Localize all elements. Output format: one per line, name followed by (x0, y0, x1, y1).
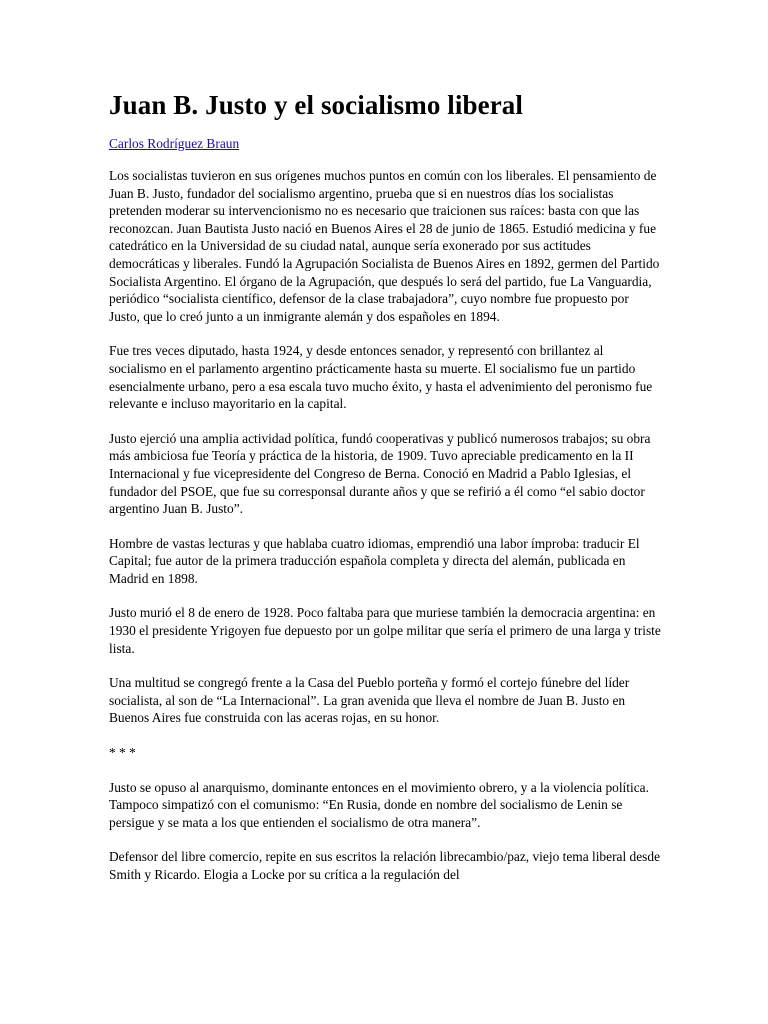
paragraph: Justo ejerció una amplia actividad política, fundó cooperativas y publicó numerosos trabajos; su obra más ambiciosa fue Teoría y práctica de la historia, de 1909. Tuvo apreciable predicamento en la II Internacional y fue vicepresidente del Congreso de Berna. Conoció en Madrid a Pablo Iglesias, el fundador del PSOE, que fue su corresponsal durante años y que se refirió a él como “el sabio doctor argentino Juan B. Justo”. (109, 430, 651, 517)
article-title: Juan B. Justo y el socialismo liberal (109, 90, 523, 120)
section-separator: * * * (109, 745, 136, 761)
document-page (109, 88, 661, 884)
author-link[interactable]: Carlos Rodríguez Braun (109, 136, 240, 151)
paragraph: Fue tres veces diputado, hasta 1924, y desde entonces senador, y representó con brillantez al socialismo en el parlamento argentino prácticamente hasta su muerte. El socialismo fue un partido esencialmente urbano, pero a esa escala tuvo mucho éxito, y hasta el advenimiento del peronismo fue relevante e incluso mayoritario en la capital. (109, 343, 653, 412)
paragraph: Justo se opuso al anarquismo, dominante entonces en el movimiento obrero, y a la violencia política. Tampoco simpatizó con el comunismo: “En Rusia, donde en nombre del socialismo de Lenin se persigue y se mata a los que entienden el socialismo de otra manera”. (109, 779, 649, 830)
paragraph: Los socialistas tuvieron en sus orígenes muchos puntos en común con los liberales. El pensamiento de Juan B. Justo, fundador del socialismo argentino, prueba que si en nuestros días los socialistas pretenden moderar su intervencionismo no es necesario que traicionen sus raíces: basta con que las reconozcan. Juan Bautista Justo nació en Buenos Aires el 28 de junio de 1865. Estudió medicina y fue catedrático en la Universidad de su ciudad natal, aunque sería exonerado por sus actitudes democráticas y liberales. Fundó la Agrupación Socialista de Buenos Aires en 1892, germen del Partido Socialista Argentino. El órgano de la Agrupación, que después lo será del partido, fue La Vanguardia, periódico “socialista científico, defensor de la clase trabajadora”, cuyo nombre fue propuesto por Justo, que lo creó junto a un inmigrante alemán y dos españoles en 1894. (109, 168, 660, 324)
article-body (109, 167, 661, 884)
paragraph: Una multitud se congregó frente a la Casa del Pueblo porteña y formó el cortejo fúnebre del líder socialista, al son de “La Internacional”. La gran avenida que lleva el nombre de Juan B. Justo en Buenos Aires fue construida con las aceras rojas, en su honor. (109, 675, 630, 726)
paragraph: Hombre de vastas lecturas y que hablaba cuatro idiomas, emprendió una labor ímproba: traducir El Capital; fue autor de la primera traducción española completa y directa del alemán, publicada en Madrid en 1898. (109, 535, 640, 586)
paragraph: Defensor del libre comercio, repite en sus escritos la relación librecambio/paz, viejo tema liberal desde Smith y Ricardo. Elogia a Locke por su crítica a la regulación del (109, 849, 661, 882)
paragraph: Justo murió el 8 de enero de 1928. Poco faltaba para que muriese también la democracia argentina: en 1930 el presidente Yrigoyen fue depuesto por un golpe militar que sería el primero de una larga y triste lista. (109, 605, 661, 656)
